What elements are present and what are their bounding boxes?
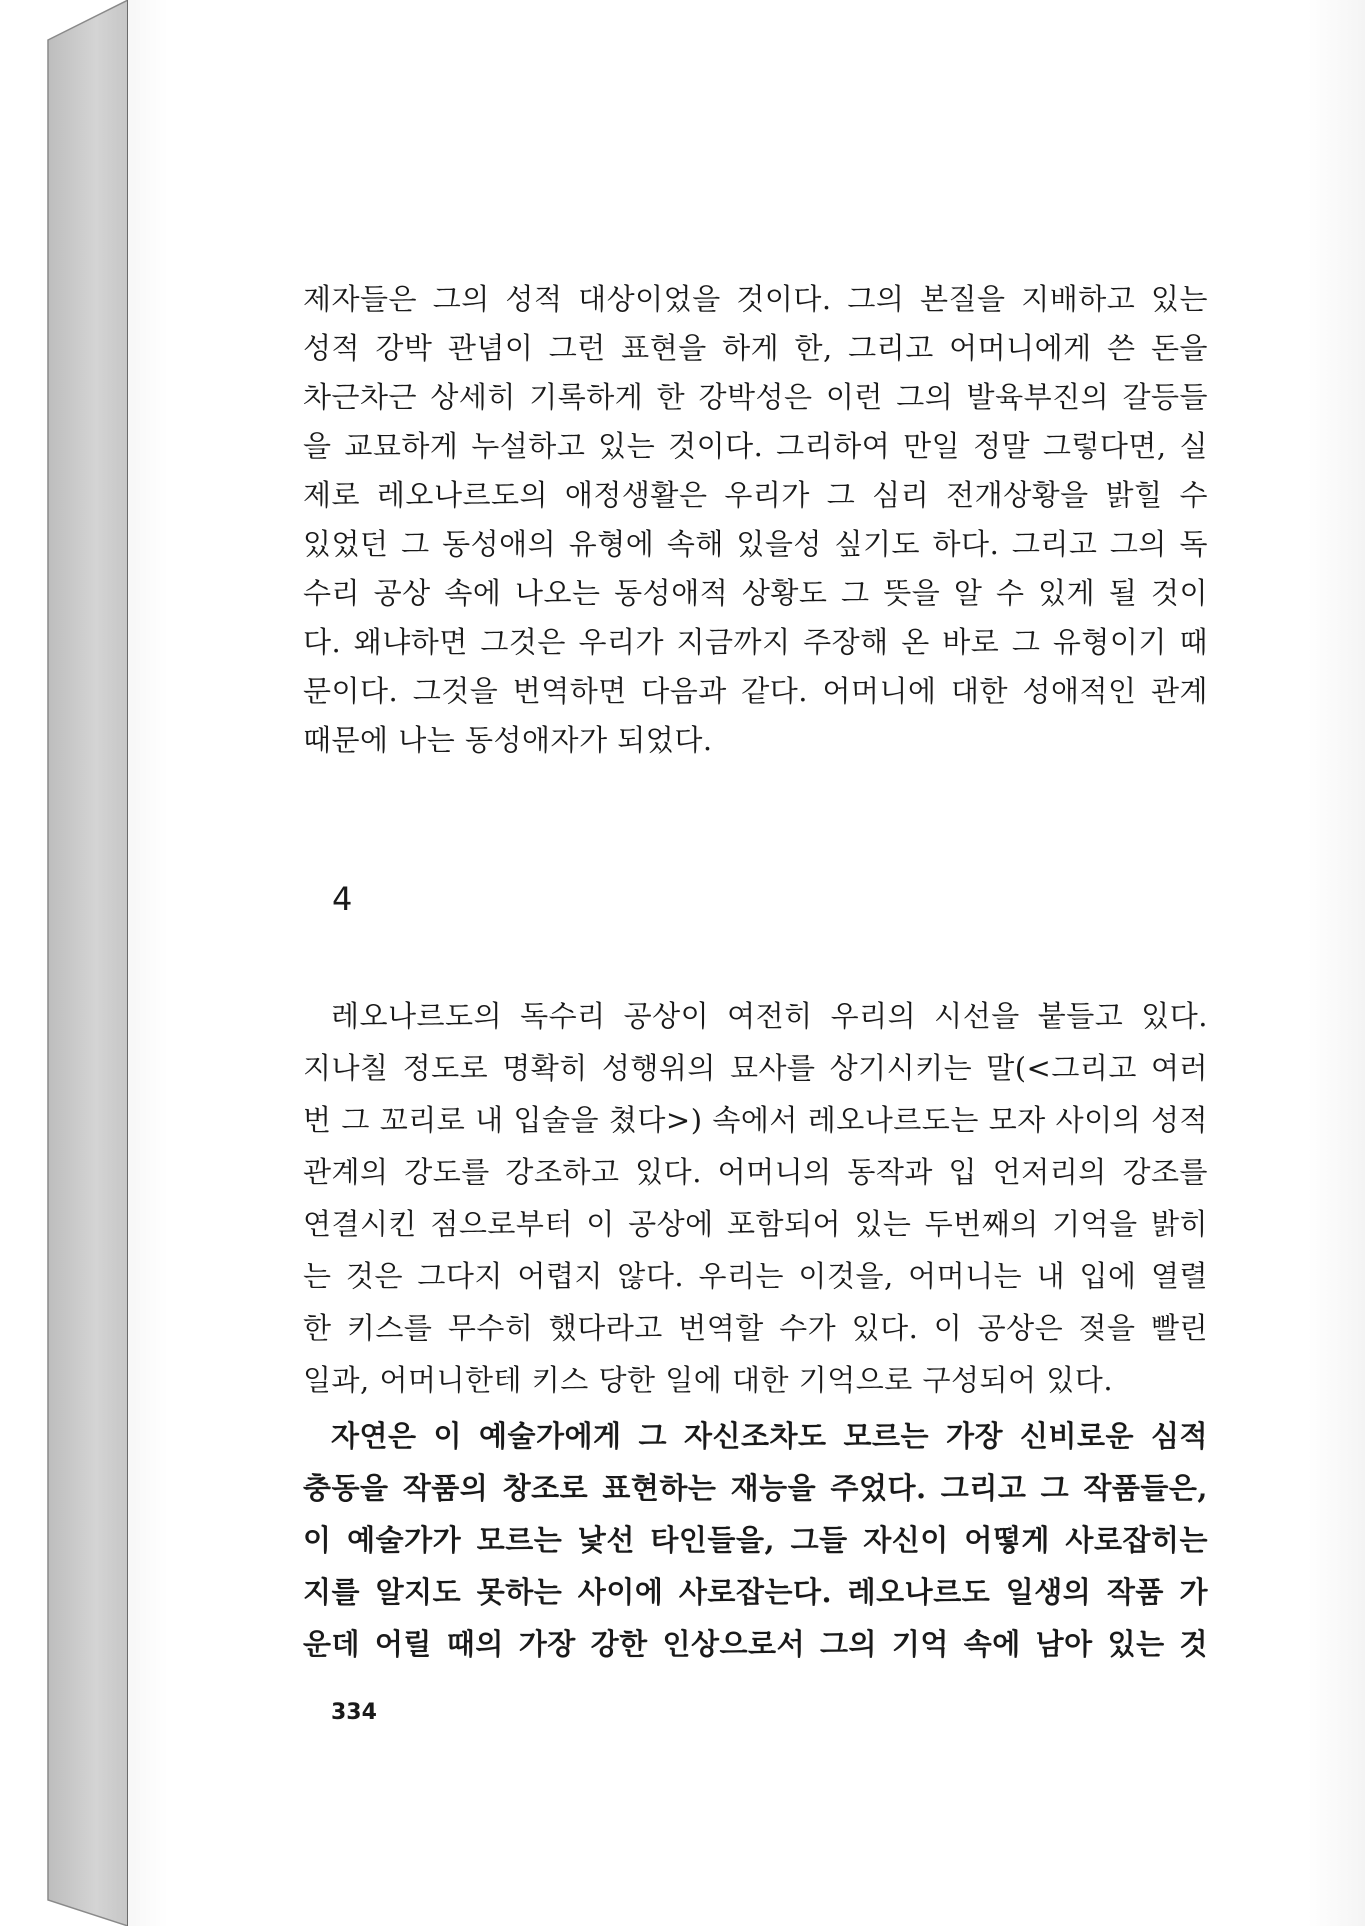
paragraph-2	[303, 990, 1208, 1406]
text-line: 자연은 이 예술가에게 그 자신조차도 모르는 가장 신비로운 심적	[331, 1419, 1208, 1453]
text-line: 때문에 나는 동성애자가 되었다.	[303, 723, 713, 757]
text-line: 이 예술가가 모르는 낯선 타인들을, 그들 자신이 어떻게 사로잡히는	[303, 1523, 1208, 1557]
text-line: 운데 어릴 때의 가장 강한 인상으로서 그의 기억 속에 남아 있는 것	[303, 1627, 1208, 1661]
paragraph-1	[303, 275, 1208, 765]
text-line: 제자들은 그의 성적 대상이었을 것이다. 그의 본질을 지배하고 있는	[303, 282, 1208, 316]
text-line: 관계의 강도를 강조하고 있다. 어머니의 동작과 입 언저리의 강조를	[303, 1155, 1208, 1189]
text-line: 연결시킨 점으로부터 이 공상에 포함되어 있는 두번째의 기억을 밝히	[303, 1207, 1208, 1241]
section-number: 4	[332, 880, 353, 918]
text-line: 레오나르도의 독수리 공상이 여전히 우리의 시선을 붙들고 있다.	[331, 999, 1208, 1033]
text-line: 지나칠 정도로 명확히 성행위의 묘사를 상기시키는 말(<그리고 여러	[303, 1051, 1208, 1085]
text-line: 문이다. 그것을 번역하면 다음과 같다. 어머니에 대한 성애적인 관계	[303, 674, 1208, 708]
page-number: 334	[331, 1700, 377, 1725]
text-line: 한 키스를 무수히 했다라고 번역할 수가 있다. 이 공상은 젖을 빨린	[303, 1311, 1208, 1345]
text-line: 충동을 작품의 창조로 표현하는 재능을 주었다. 그리고 그 작품들은,	[303, 1471, 1208, 1505]
text-line: 있었던 그 동성애의 유형에 속해 있을성 싶기도 하다. 그리고 그의 독	[303, 527, 1208, 561]
text-line: 는 것은 그다지 어렵지 않다. 우리는 이것을, 어머니는 내 입에 열렬	[303, 1259, 1208, 1293]
text-line: 을 교묘하게 누설하고 있는 것이다. 그리하여 만일 정말 그렇다면, 실	[303, 429, 1208, 463]
paragraph-3	[303, 1410, 1208, 1670]
text-line: 성적 강박 관념이 그런 표현을 하게 한, 그리고 어머니에게 쓴 돈을	[303, 331, 1208, 365]
text-line: 다. 왜냐하면 그것은 우리가 지금까지 주장해 온 바로 그 유형이기 때	[303, 625, 1208, 659]
text-line: 지를 알지도 못하는 사이에 사로잡는다. 레오나르도 일생의 작품 가	[303, 1575, 1208, 1609]
text-line: 번 그 꼬리로 내 입술을 쳤다>) 속에서 레오나르도는 모자 사이의 성적	[303, 1103, 1208, 1137]
text-line: 일과, 어머니한테 키스 당한 일에 대한 기억으로 구성되어 있다.	[303, 1363, 1114, 1397]
text-line: 제로 레오나르도의 애정생활은 우리가 그 심리 전개상황을 밝힐 수	[303, 478, 1208, 512]
text-line: 차근차근 상세히 기록하게 한 강박성은 이런 그의 발육부진의 갈등들	[303, 380, 1208, 414]
text-line: 수리 공상 속에 나오는 동성애적 상황도 그 뜻을 알 수 있게 될 것이	[303, 576, 1208, 610]
